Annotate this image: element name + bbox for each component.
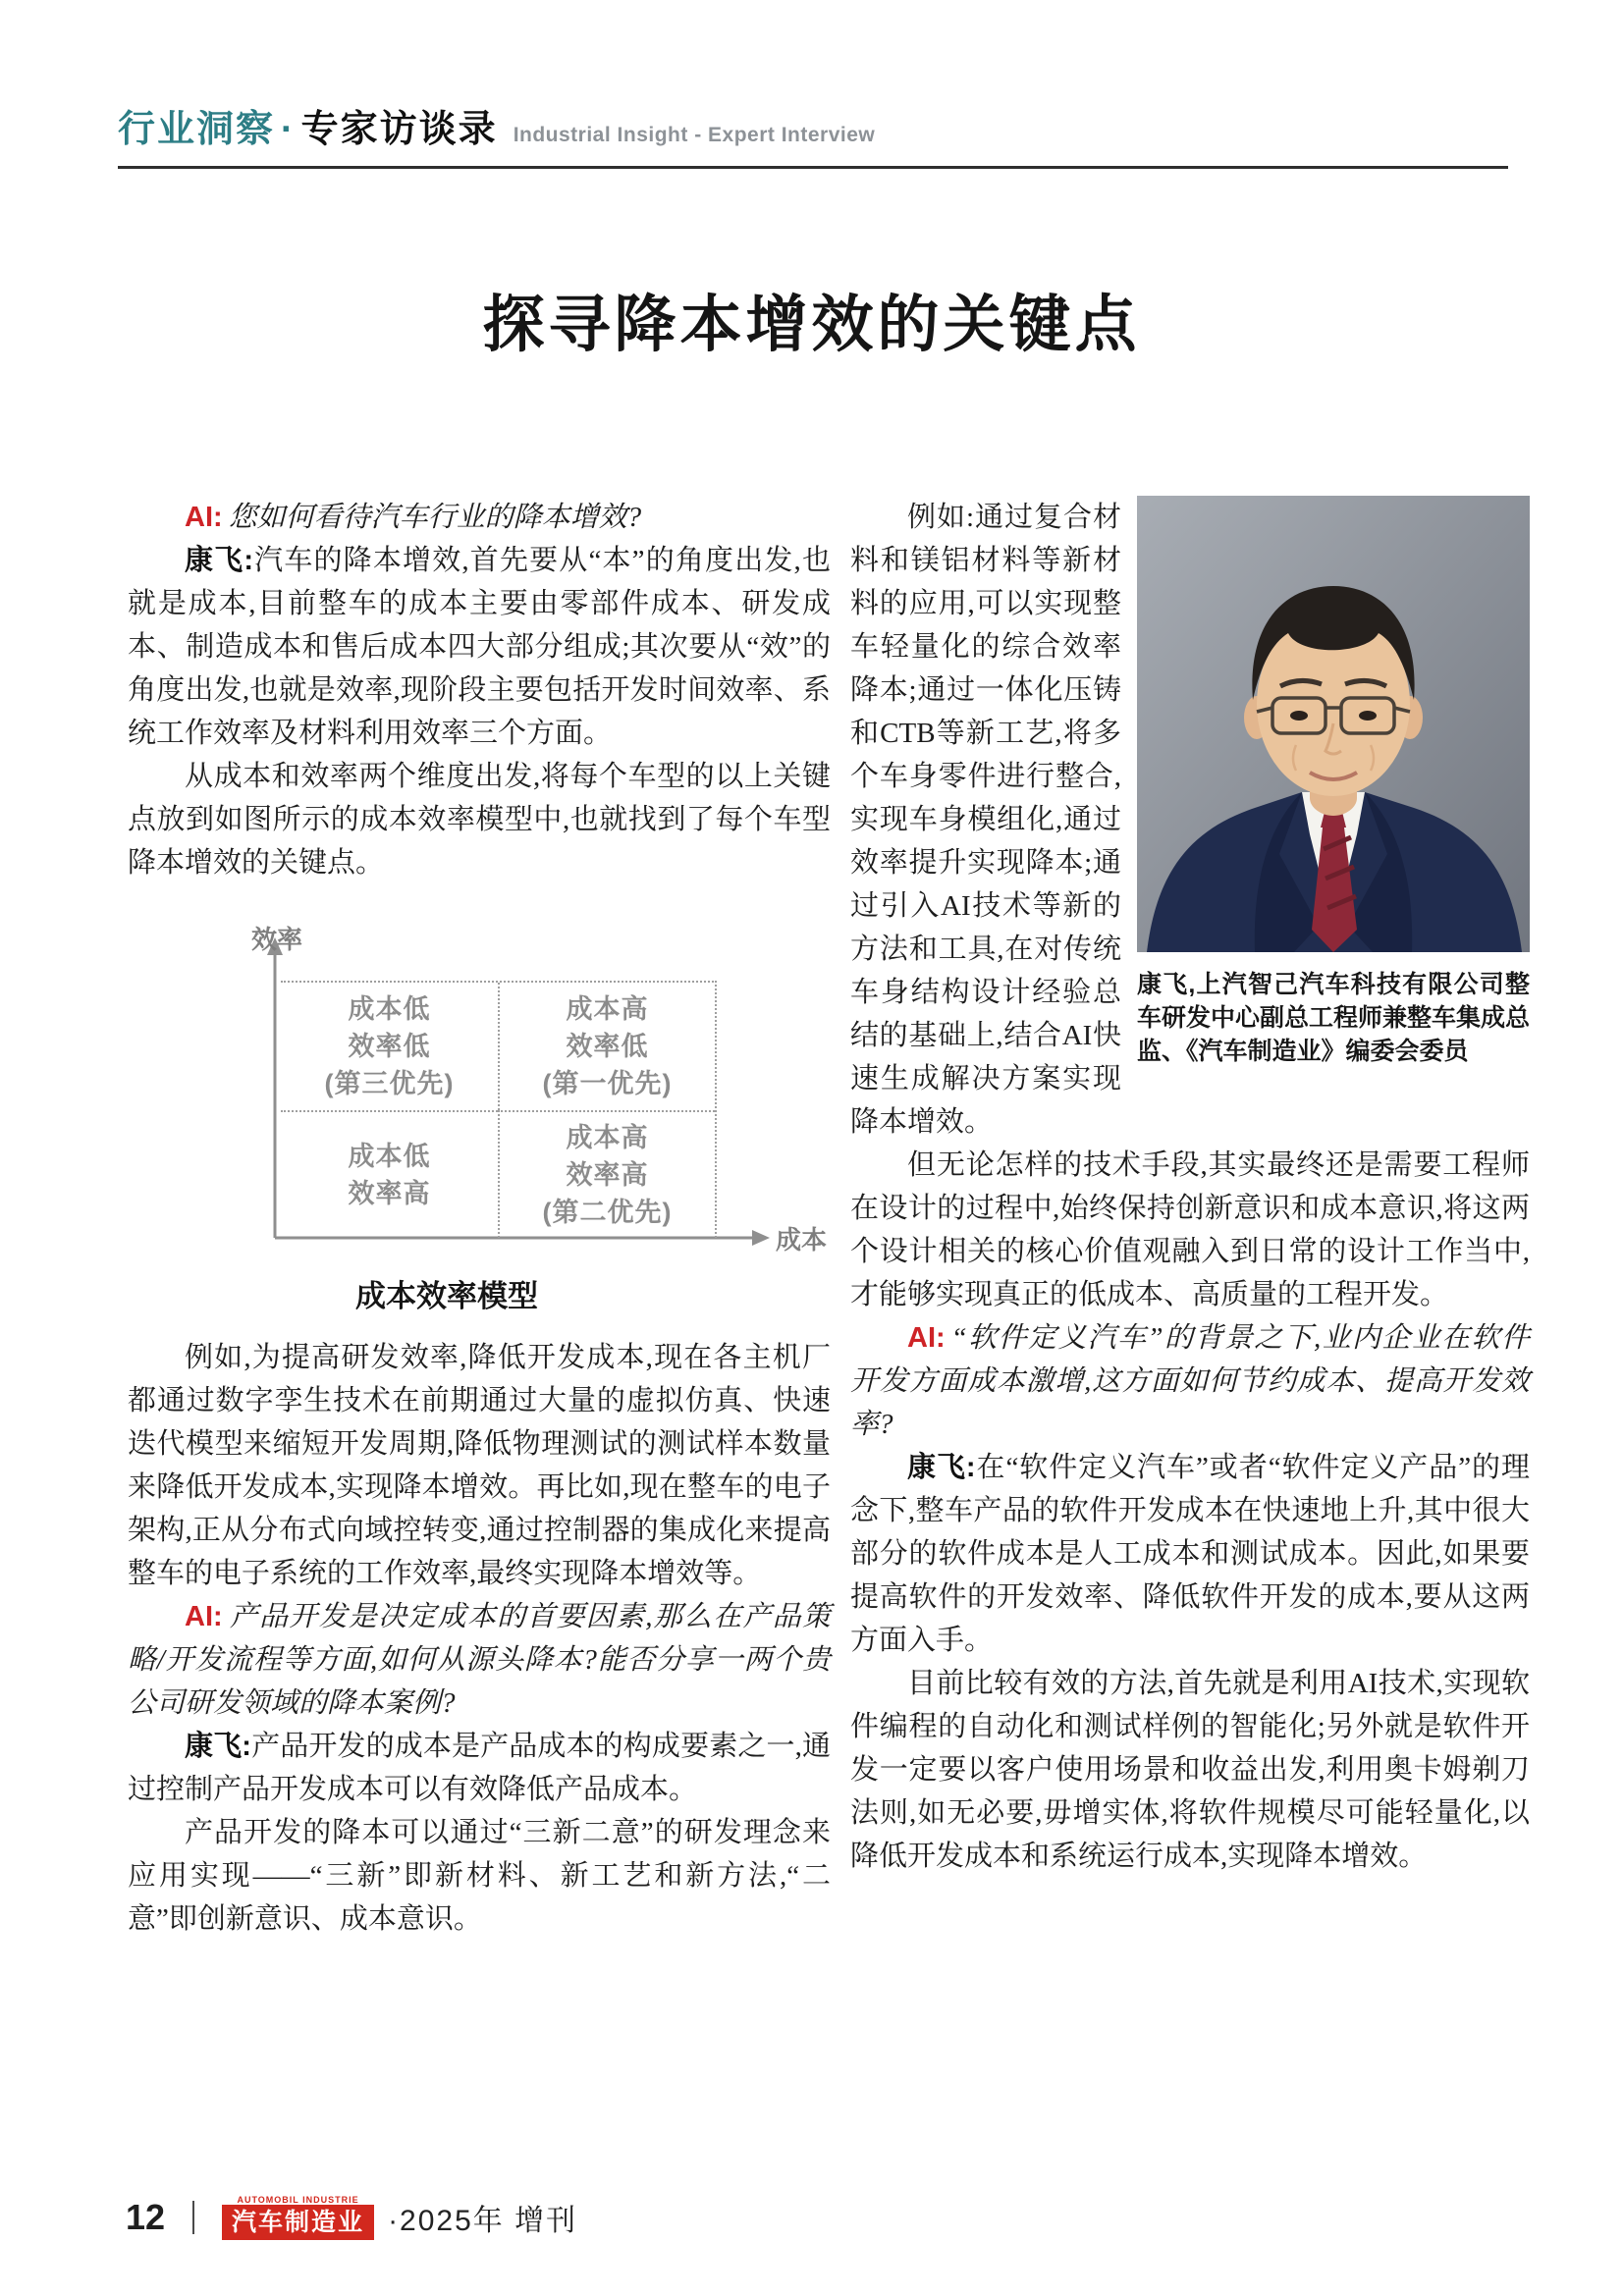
section-title-rest: 专家访谈录 [300, 109, 498, 150]
section-title-separator: · [281, 109, 296, 150]
question-3-text: “软件定义汽车”的背景之下,业内企业在软件开发方面成本激增,这方面如何节约成本、提高开发效率? [850, 1322, 1530, 1440]
speaker-label: 康飞: [185, 1731, 251, 1762]
quadrant-grid [281, 981, 717, 1238]
answer-1-paragraph-3: 例如,为提高研发效率,降低开发成本,现在各主机厂都通过数字孪生技术在前期通过大量的虚拟仿真、快速迭代模型来缩短开发周期,降低物理测试的测试样本数量来降低开发成本,实现降本增效。再比如,现在整车的电子架构,正从分布式向域控转变,通过控制器的集成化来提高整车的电子系统的工作效率,最终实现降本增效等。 [128, 1342, 831, 1589]
quadrant-bottom-left: 成本低 效率高 [281, 1110, 498, 1238]
question-1 [128, 496, 831, 539]
answer-2-paragraph-2: 产品开发的降本可以通过“三新二意”的研发理念来应用实现——“三新”即新材料、新工艺和新方法,“二意”即创新意识、成本意识。 [128, 1817, 831, 1935]
ai-question-label: AI: [185, 502, 223, 533]
x-axis-label: 成本 [776, 1225, 828, 1255]
section-header [118, 98, 1508, 169]
speaker-label: 康飞: [907, 1452, 976, 1483]
question-2-text: 产品开发是决定成本的首要因素,那么在产品策略/开发流程等方面,如何从源头降本?能否分享一两个贵公司研发领域的降本案例? [128, 1601, 831, 1719]
logo-subtitle: AUTOMOBIL INDUSTRIE [237, 2195, 359, 2205]
question-3 [850, 1316, 1530, 1446]
right-paragraph-1: 但无论怎样的技术手段,其实最终还是需要工程师在设计的过程中,始终保持创新意识和成本意识,将这两个设计相关的核心价值观融入到日常的设计工作当中,才能够实现真正的低成本、高质量的工程开发。 [850, 1149, 1530, 1310]
answer-1-text-1: 汽车的降本增效,首先要从“本”的角度出发,也就是成本,目前整车的成本主要由零部件成本、研发成本、制造成本和售后成本四大部分组成;其次要从“效”的角度出发,也就是效率,现阶段主要包括开发时间效率、系统工作效率及材料利用效率三个方面。 [128, 545, 831, 749]
magazine-logo [222, 2195, 374, 2240]
photo-caption: 康飞,上汽智己汽车科技有限公司整车研发中心副总工程师兼整车集成总监、《汽车制造业》编委会委员 [1137, 971, 1531, 1065]
logo-box: 汽车制造业 [222, 2205, 374, 2240]
answer-2-text-1: 产品开发的成本是产品成本的构成要素之一,通过控制产品开发成本可以有效降低产品成本。 [128, 1731, 831, 1805]
answer-3-text-1: 在“软件定义汽车”或者“软件定义产品”的理念下,整车产品的软件开发成本在快速地上升,其中很大部分的软件成本是人工成本和测试成本。因此,如果要提高软件的开发效率、降低软件开发的成本,要从这两方面入手。 [850, 1452, 1530, 1656]
section-title-cn [118, 98, 498, 152]
left-column [128, 496, 831, 1941]
right-column [850, 496, 1530, 1941]
question-2 [128, 1595, 831, 1725]
section-title-en: Industrial Insight - Expert Interview [513, 124, 876, 146]
question-1-text: 您如何看待汽车行业的降本增效? [228, 502, 642, 533]
diagram-caption: 成本效率模型 [355, 1279, 538, 1313]
answer-1-paragraph-2: 从成本和效率两个维度出发,将每个车型的以上关键点放到如图所示的成本效率模型中,也就找到了每个车型降本增效的关键点。 [128, 761, 831, 879]
page-footer [126, 2195, 577, 2240]
section-title-highlight: 行业洞察 [118, 109, 276, 150]
right-narrow-paragraph: 例如:通过复合材料和镁铝材料等新材料的应用,可以实现整车轻量化的综合效率降本;通过一体化压铸和CTB等新工艺,将多个车身零件进行整合,实现车身模组化,通过效率提升实现降本;通过引入AI技术等新的方法和工具,在对传统车身结构设计经验总结的基础上,结合AI快速生成解决方案实现降本增效。 [850, 502, 1121, 1138]
footer-divider [192, 2201, 194, 2234]
quadrant-top-left: 成本低 效率低 (第三优先) [324, 994, 455, 1098]
ai-question-label: AI: [185, 1601, 223, 1632]
ai-question-label: AI: [907, 1322, 946, 1354]
answer-2-paragraph-1 [128, 1725, 831, 1811]
speaker-label: 康飞: [185, 545, 253, 576]
answer-3-paragraph-2: 目前比较有效的方法,首先就是利用AI技术,实现软件编程的自动化和测试样例的智能化;另外就是软件开发一定要以客户使用场景和收益出发,利用奥卡姆剃刀法则,如无必要,毋增实体,将软件规模尽可能轻量化,以降低开发成本和系统运行成本,实现降本增效。 [850, 1668, 1530, 1872]
article-body [128, 496, 1530, 1941]
portrait-photo [1137, 496, 1530, 952]
quadrant-top-right: 成本高 效率低 (第一优先) [498, 983, 715, 1110]
article-title: 探寻降本增效的关键点 [482, 291, 1141, 359]
quadrant-bottom-right: 成本高 效率高 (第二优先) [498, 1110, 715, 1238]
page-number: 12 [126, 2197, 166, 2237]
expert-photo-block [1137, 496, 1530, 1068]
cost-efficiency-diagram [128, 926, 831, 1318]
answer-1-paragraph-1 [128, 539, 831, 755]
answer-3-paragraph-1 [850, 1446, 1530, 1662]
x-axis-arrow [752, 1230, 770, 1246]
y-axis-label: 效率 [251, 925, 303, 954]
issue-label: ·2025年 增刊 [388, 2205, 578, 2237]
